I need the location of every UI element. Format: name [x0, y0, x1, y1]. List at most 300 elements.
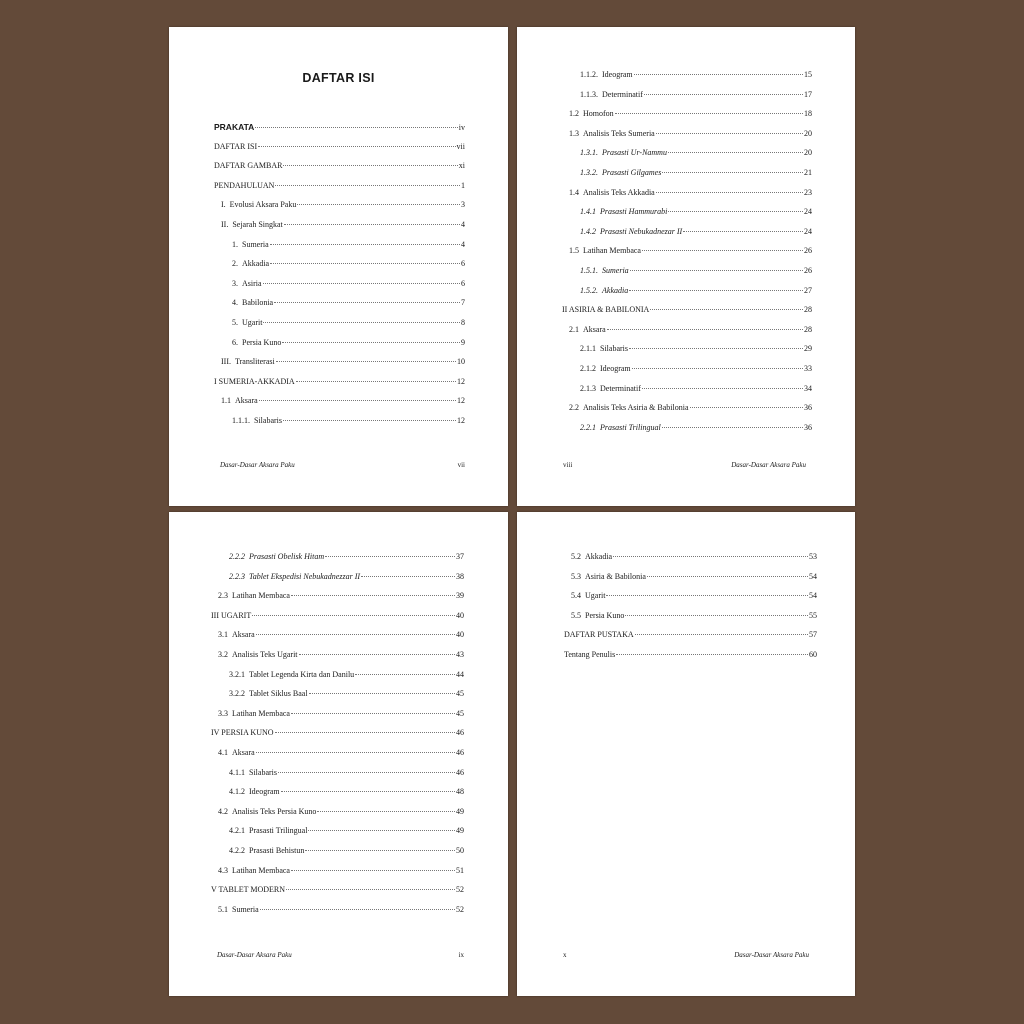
toc-entry-label: Asiria: [242, 278, 262, 288]
toc-entry-page: 54: [809, 591, 817, 601]
toc-entry: [564, 650, 817, 670]
toc-entry-page: 39: [456, 591, 464, 601]
toc-entry-number: 5.4: [571, 591, 581, 601]
footer-book-title: Dasar-Dasar Aksara Paku: [217, 951, 292, 959]
dot-leader: [291, 870, 455, 871]
toc-entry: [211, 572, 464, 592]
toc-entry-label: Analisis Teks Asiria & Babilonia: [583, 403, 689, 413]
toc-entry-number: 5.: [232, 317, 238, 327]
dot-leader: [656, 192, 803, 193]
toc-entry-page: 52: [456, 885, 464, 895]
toc-entry-page: 44: [456, 669, 464, 679]
toc-entry-label: II ASIRIA & BABILONIA: [562, 305, 650, 315]
toc-entry-title: [218, 709, 290, 718]
toc-entry-label: III UGARIT: [211, 610, 252, 620]
toc-entry-label: Prasasti Obelisk Hitam: [249, 552, 325, 561]
toc-entry: [214, 416, 465, 436]
page-footer: [217, 951, 464, 959]
toc-entry-title: [571, 552, 612, 561]
toc-list: [562, 70, 812, 442]
dot-leader: [308, 830, 455, 831]
toc-entry-number: 3.2.2: [229, 689, 245, 699]
dot-leader: [281, 791, 455, 792]
toc-entry: [211, 709, 464, 729]
toc-entry: [214, 259, 465, 279]
toc-page-x: [517, 512, 855, 996]
dot-leader: [255, 127, 457, 128]
toc-entry-label: Akkadia: [585, 552, 613, 561]
toc-entry-page: 52: [456, 904, 464, 914]
toc-entry-title: [218, 630, 255, 639]
toc-entry-title: [221, 200, 296, 209]
toc-entry-page: 29: [804, 344, 812, 354]
toc-entry-title: [580, 148, 667, 157]
toc-entry-title: [229, 826, 307, 835]
toc-entry-number: 2.2.1: [580, 422, 596, 432]
dot-leader: [662, 427, 803, 428]
toc-entry-number: 3.3: [218, 708, 228, 718]
toc-entry: [214, 298, 465, 318]
footer-book-title: Dasar-Dasar Aksara Paku: [734, 951, 809, 959]
toc-entry-label: PRAKATA: [214, 122, 255, 132]
toc-entry-page: 50: [456, 845, 464, 855]
dot-leader: [616, 654, 808, 655]
toc-entry: [562, 423, 812, 443]
dot-leader: [613, 556, 808, 557]
toc-entry-title: [569, 129, 655, 138]
dot-leader: [644, 94, 803, 95]
toc-entry-title: [580, 286, 628, 295]
toc-entry-title: [229, 670, 354, 679]
toc-entry-number: 1.: [232, 239, 238, 249]
toc-entry-label: Latihan Membaca: [583, 246, 641, 256]
toc-entry-label: Sejarah Singkat: [232, 219, 283, 229]
toc-entry: [562, 70, 812, 90]
toc-entry: [211, 787, 464, 807]
toc-entry-page: 46: [456, 728, 464, 738]
toc-entry-label: Analisis Teks Ugarit: [232, 649, 298, 659]
toc-entry: [211, 866, 464, 886]
toc-entry-number: 1.5.2.: [580, 285, 598, 295]
toc-entry-label: Silabaris: [249, 767, 277, 777]
toc-entry: [214, 318, 465, 338]
toc-entry-label: DAFTAR GAMBAR: [214, 161, 283, 171]
toc-entry-number: 2.1.1: [580, 344, 596, 354]
dot-leader: [607, 329, 803, 330]
toc-entry-number: 1.1: [221, 396, 231, 406]
toc-entry-label: Sumeria: [242, 239, 269, 249]
toc-entry-title: [211, 885, 285, 894]
footer-page-number: ix: [458, 951, 464, 959]
toc-entry-number: 2.2: [569, 403, 579, 413]
toc-entry-number: 4.1.2: [229, 787, 245, 797]
toc-entry-number: 1.1.3.: [580, 89, 598, 99]
toc-entry-title: [232, 338, 281, 347]
dot-leader: [276, 361, 456, 362]
toc-entry-number: 5.1: [218, 904, 228, 914]
toc-entry-page: 40: [456, 630, 464, 640]
toc-entry-label: Prasasti Trilingual: [600, 422, 661, 432]
dot-leader: [683, 231, 803, 232]
toc-entry-page: 48: [456, 787, 464, 797]
toc-entry-number: 1.3: [569, 128, 579, 138]
toc-entry-label: Analisis Teks Sumeria: [583, 128, 655, 138]
toc-entry-number: 6.: [232, 337, 238, 347]
toc-entry-number: 4.2: [218, 806, 228, 816]
toc-entry-label: Latihan Membaca: [232, 865, 290, 875]
dot-leader: [632, 368, 803, 369]
toc-entry-number: 1.4.1: [580, 207, 596, 217]
toc-entry-page: 6: [461, 259, 465, 269]
toc-entry-title: [580, 207, 667, 216]
toc-entry-title: [229, 572, 360, 581]
toc-entry-page: 18: [804, 109, 812, 119]
toc-entry-label: Prasasti Gilgames: [602, 167, 662, 177]
toc-entry: [562, 227, 812, 247]
dot-leader: [355, 674, 455, 675]
toc-entry: [214, 279, 465, 299]
toc-entry-label: Prasasti Trilingual: [249, 826, 308, 836]
toc-entry-number: 2.: [232, 259, 238, 269]
toc-entry-page: 4: [461, 219, 465, 229]
toc-entry-title: [580, 344, 628, 353]
toc-page-viii: [517, 27, 855, 506]
toc-entry: [562, 384, 812, 404]
toc-entry-label: DAFTAR ISI: [214, 141, 258, 151]
toc-entry-page: 10: [457, 357, 465, 367]
toc-entry-label: Ideogram: [602, 70, 633, 79]
dot-leader: [252, 615, 455, 616]
dot-leader: [282, 342, 460, 343]
toc-entry-number: 1.3.2.: [580, 167, 598, 177]
toc-entry-number: 5.2: [571, 552, 581, 561]
dot-leader: [317, 811, 455, 812]
toc-entry-title: [221, 220, 283, 229]
toc-entry-page: vii: [456, 141, 465, 151]
dot-leader: [256, 634, 455, 635]
toc-entry-number: 2.1.3: [580, 383, 596, 393]
toc-entry-title: [569, 109, 614, 118]
toc-entry-page: 49: [456, 806, 464, 816]
toc-entry-number: 1.4: [569, 187, 579, 197]
dot-leader: [274, 302, 460, 303]
dot-leader: [284, 224, 460, 225]
toc-entry-page: 57: [809, 630, 817, 640]
toc-entry-page: 9: [461, 337, 465, 347]
dot-leader: [256, 752, 455, 753]
footer-page-number: vii: [457, 461, 465, 469]
toc-entry: [211, 846, 464, 866]
toc-entry-label: DAFTAR PUSTAKA: [564, 630, 634, 640]
toc-entry: [562, 305, 812, 325]
dot-leader: [635, 634, 808, 635]
toc-entry-title: [229, 846, 304, 855]
dot-leader: [286, 889, 455, 890]
toc-entry-number: 2.2.3: [229, 571, 245, 581]
toc-entry-number: 2.3: [218, 591, 228, 601]
toc-entry-label: Prasasti Ur-Nammu: [602, 148, 667, 158]
toc-entry-number: 1.2: [569, 109, 579, 119]
toc-entry-title: [571, 611, 624, 620]
toc-entry-title: [571, 572, 646, 581]
dot-leader: [283, 165, 457, 166]
toc-entry-number: 4.1: [218, 747, 228, 757]
toc-entry-number: 4.1.1: [229, 767, 245, 777]
toc-entry-page: 12: [457, 376, 465, 386]
toc-entry: [211, 552, 464, 572]
toc-entry-title: [229, 787, 280, 796]
toc-entry-title: [211, 728, 274, 737]
toc-entry-label: Prasasti Behistun: [249, 845, 305, 855]
toc-entry-title: [218, 866, 290, 875]
toc-entry-label: PENDAHULUAN: [214, 180, 275, 190]
toc-entry-label: Analisis Teks Persia Kuno: [232, 806, 317, 816]
toc-entry-number: II.: [221, 219, 229, 229]
toc-entry: [562, 129, 812, 149]
toc-entry-title: [218, 591, 290, 600]
toc-entry-title: [214, 122, 254, 132]
toc-entry-label: Sumeria: [602, 265, 629, 275]
toc-entry: [211, 650, 464, 670]
toc-entry-label: Ugarit: [242, 317, 263, 327]
toc-entry-title: [218, 905, 259, 914]
dot-leader: [275, 185, 460, 186]
toc-entry: [211, 826, 464, 846]
toc-entry-title: [580, 364, 631, 373]
dot-leader: [305, 850, 455, 851]
toc-entry-label: Determinatif: [602, 89, 643, 99]
toc-entry-number: 4.: [232, 298, 238, 308]
dot-leader: [325, 556, 455, 557]
dot-leader: [656, 133, 803, 134]
toc-entry: [562, 246, 812, 266]
toc-entry-number: 2.2.2: [229, 552, 245, 561]
toc-entry: [214, 357, 465, 377]
toc-entry: [562, 109, 812, 129]
toc-entry-page: 12: [457, 396, 465, 406]
dot-leader: [291, 595, 455, 596]
toc-entry-title: [580, 227, 682, 236]
toc-entry-number: 2.1: [569, 324, 579, 334]
toc-entry-number: 3.2.1: [229, 669, 245, 679]
toc-entry-label: Aksara: [235, 396, 258, 406]
toc-page-ix: [169, 512, 508, 996]
page-footer: [563, 461, 806, 469]
toc-entry-page: 28: [804, 324, 812, 334]
toc-entry: [214, 240, 465, 260]
toc-entry-number: III.: [221, 357, 231, 367]
dot-leader: [690, 407, 803, 408]
toc-entry-number: 1.3.1.: [580, 148, 598, 158]
toc-entry-label: Homofon: [583, 109, 614, 119]
toc-entry-page: 53: [809, 552, 817, 561]
toc-entry: [211, 748, 464, 768]
toc-entry-label: Determinatif: [600, 383, 641, 393]
toc-entry: [211, 807, 464, 827]
toc-entry-label: Akkadia: [242, 259, 270, 269]
toc-entry-label: Tablet Ekspedisi Nebukadnezzar II: [249, 571, 361, 581]
toc-entry-label: IV PERSIA KUNO: [211, 728, 274, 738]
toc-entry-label: Ideogram: [600, 363, 631, 373]
footer-page-number: viii: [563, 461, 573, 469]
footer-book-title: Dasar-Dasar Aksara Paku: [731, 461, 806, 469]
toc-entry-number: I.: [221, 200, 226, 210]
dot-leader: [634, 74, 803, 75]
toc-entry-title: [229, 552, 324, 561]
dot-leader: [291, 713, 455, 714]
toc-entry-label: Prasasti Nebukadnezar II: [600, 226, 683, 236]
dot-leader: [259, 400, 456, 401]
toc-entry-page: 27: [804, 285, 812, 295]
toc-entry-label: Ugarit: [585, 591, 606, 601]
page-footer: [220, 461, 465, 469]
toc-list: [214, 122, 465, 436]
toc-entry-label: Aksara: [583, 324, 606, 334]
toc-entry-number: 1.1.1.: [232, 415, 250, 425]
toc-entry-page: 51: [456, 865, 464, 875]
toc-entry-page: 6: [461, 278, 465, 288]
toc-entry-page: 36: [804, 422, 812, 432]
toc-entry-label: I SUMERIA-AKKADIA: [214, 376, 295, 386]
toc-entry-number: 1.5.1.: [580, 265, 598, 275]
toc-entry-title: [229, 689, 308, 698]
toc-list: [564, 552, 817, 670]
toc-entry-page: 24: [804, 207, 812, 217]
toc-entry: [562, 403, 812, 423]
toc-entry-page: 1: [461, 180, 465, 190]
toc-entry-number: 4.3: [218, 865, 228, 875]
dot-leader: [668, 152, 803, 153]
toc-entry: [211, 728, 464, 748]
toc-entry-label: Prasasti Hammurabi: [600, 207, 668, 217]
toc-entry-label: Latihan Membaca: [232, 591, 290, 601]
toc-entry-page: 54: [809, 571, 817, 581]
dot-leader: [615, 113, 803, 114]
toc-entry: [562, 286, 812, 306]
dot-leader: [297, 204, 460, 205]
toc-entry-label: Sumeria: [232, 904, 259, 914]
toc-entry-title: [232, 240, 269, 249]
dot-leader: [263, 283, 460, 284]
toc-entry: [214, 181, 465, 201]
toc-entry-title: [569, 246, 641, 255]
toc-entry-label: Transliterasi: [235, 357, 275, 367]
toc-entry: [211, 670, 464, 690]
dot-leader: [629, 290, 803, 291]
dot-leader: [258, 146, 455, 147]
toc-entry-title: [232, 298, 273, 307]
toc-entry: [564, 611, 817, 631]
toc-entry: [211, 905, 464, 925]
toc-entry: [562, 188, 812, 208]
toc-entry-title: [564, 630, 634, 639]
toc-entry: [562, 266, 812, 286]
toc-entry-label: Persia Kuno: [585, 610, 625, 620]
toc-entry-page: 55: [809, 610, 817, 620]
toc-entry: [214, 161, 465, 181]
toc-entry-title: [211, 611, 251, 620]
dot-leader: [642, 388, 803, 389]
toc-entry-page: 34: [804, 383, 812, 393]
toc-entry-title: [580, 266, 629, 275]
toc-entry: [564, 552, 817, 572]
toc-entry-page: 38: [456, 571, 464, 581]
toc-entry-page: 20: [804, 148, 812, 158]
toc-entry-title: [214, 142, 257, 151]
toc-entry-page: iv: [458, 123, 465, 132]
toc-entry-number: 1.4.2: [580, 226, 596, 236]
toc-entry-number: 5.5: [571, 610, 581, 620]
toc-entry: [214, 220, 465, 240]
dot-leader: [647, 576, 808, 577]
dot-leader: [361, 576, 455, 577]
dot-leader: [629, 348, 803, 349]
toc-entry: [214, 122, 465, 142]
toc-entry-title: [580, 423, 661, 432]
toc-entry-page: 7: [461, 298, 465, 308]
toc-entry: [562, 168, 812, 188]
toc-entry-number: 2.1.2: [580, 363, 596, 373]
toc-entry-title: [214, 377, 295, 386]
toc-entry-label: Asiria & Babilonia: [585, 571, 646, 581]
toc-entry-title: [569, 403, 689, 412]
toc-entry-page: 45: [456, 689, 464, 699]
toc-entry-page: 37: [456, 552, 464, 561]
dot-leader: [270, 263, 460, 264]
toc-entry: [214, 396, 465, 416]
toc-entry-page: 26: [804, 246, 812, 256]
toc-entry-page: 20: [804, 128, 812, 138]
toc-entry-page: 3: [461, 200, 465, 210]
dot-leader: [260, 909, 455, 910]
toc-entry-label: Tentang Penulis: [564, 649, 616, 659]
toc-entry-page: 12: [457, 415, 465, 425]
toc-entry-label: Tablet Legenda Kirta dan Danilu: [249, 669, 355, 679]
toc-entry-label: Latihan Membaca: [232, 708, 290, 718]
toc-entry-page: 49: [456, 826, 464, 836]
toc-entry-label: Evolusi Aksara Paku: [229, 200, 297, 210]
toc-entry: [564, 630, 817, 650]
dot-leader: [630, 270, 803, 271]
toc-entry-label: Ideogram: [249, 787, 280, 797]
toc-entry-title: [580, 168, 661, 177]
toc-entry-page: 60: [809, 649, 817, 659]
dot-leader: [625, 615, 808, 616]
toc-entry: [562, 364, 812, 384]
toc-entry-label: Akkadia: [602, 285, 629, 295]
toc-entry: [564, 572, 817, 592]
toc-entry-title: [218, 650, 298, 659]
toc-list: [211, 552, 464, 924]
toc-entry-label: Persia Kuno: [242, 337, 282, 347]
toc-entry-title: [232, 318, 262, 327]
toc-entry-label: Silabaris: [600, 344, 628, 354]
toc-entry-label: Aksara: [232, 747, 255, 757]
toc-entry-title: [564, 650, 615, 659]
toc-entry-title: [569, 188, 655, 197]
toc-entry-page: 21: [804, 167, 812, 177]
toc-entry-number: 4.2.2: [229, 845, 245, 855]
toc-entry-page: 43: [456, 649, 464, 659]
toc-entry-title: [229, 768, 277, 777]
dot-leader: [642, 250, 803, 251]
dot-leader: [296, 381, 456, 382]
dot-leader: [283, 420, 456, 421]
dot-leader: [278, 772, 455, 773]
toc-entry-title: [218, 748, 255, 757]
page-title: DAFTAR ISI: [302, 71, 375, 85]
toc-entry-title: [580, 70, 633, 79]
